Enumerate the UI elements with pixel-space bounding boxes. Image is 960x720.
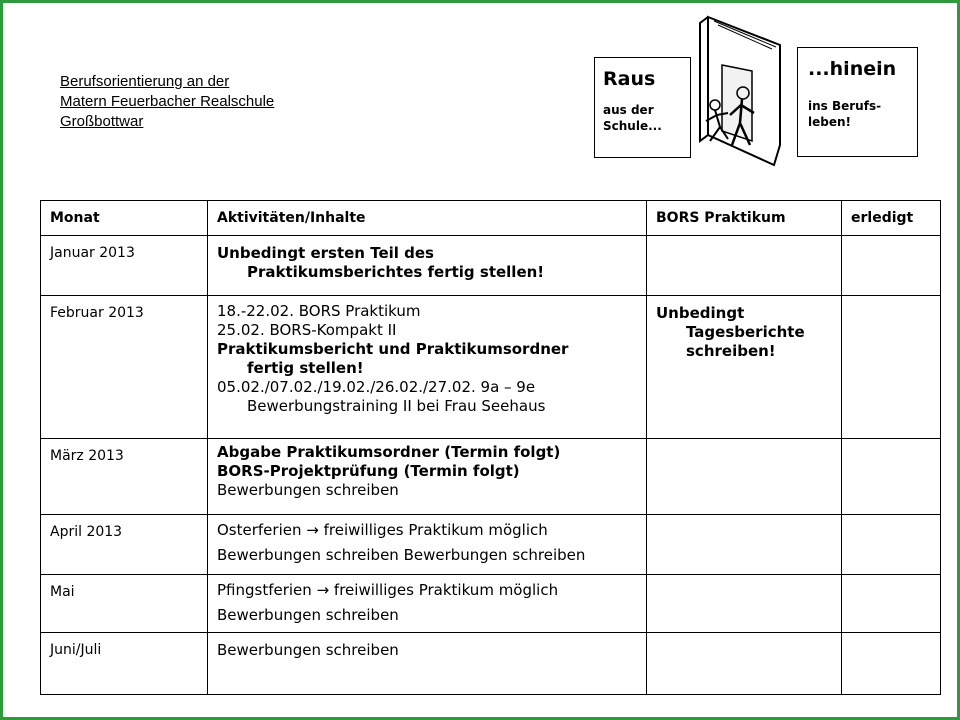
erledigt-cell[interactable] [842,633,941,695]
erledigt-cell[interactable] [842,439,941,515]
erledigt-cell[interactable] [842,296,941,439]
raus-title: Raus [603,68,656,90]
school-line-1: Berufsorientierung an der [60,73,230,90]
table-header-row [41,201,941,236]
month-cell: Februar 2013 [41,296,208,439]
school-line-3: Großbottwar [60,113,144,130]
activities-cell: 18.-22.02. BORS Praktikum 25.02. BORS-Kompakt II Praktikumsbericht und Praktikumsordner fertig stellen! 05.02./07.02./19.02./26.02./27.02. 9a – 9e Bewerbungstraining II bei Frau Seehaus [208,296,647,439]
raus-subtitle: aus der Schule... [603,103,662,133]
month-cell: März 2013 [41,439,208,515]
bors-cell [647,575,842,633]
header-monat: Monat [41,201,208,236]
raus-badge [594,57,691,158]
month-cell: April 2013 [41,515,208,575]
table-row [41,296,941,439]
arrow-right-icon: → [306,521,319,539]
school-title [60,72,274,132]
activities-cell: Abgabe Praktikumsordner (Termin folgt) BORS-Projektprüfung (Termin folgt) Bewerbungen schreiben [208,439,647,515]
hinein-title: ...hinein [808,58,897,80]
bors-cell [647,515,842,575]
month-cell: Januar 2013 [41,236,208,296]
table-row [41,633,941,695]
schedule-table [40,200,941,695]
bors-cell: Unbedingt Tagesberichte schreiben! [647,296,842,439]
bors-cell [647,439,842,515]
activities-cell: Osterferien → freiwilliges Praktikum möglich Bewerbungen schreiben Bewerbungen schreiben [208,515,647,575]
school-line-2: Matern Feuerbacher Realschule [60,93,275,110]
activities-cell: Bewerbungen schreiben [208,633,647,695]
erledigt-cell[interactable] [842,575,941,633]
holiday-text: Osterferien → freiwilliges Praktikum möglich [217,521,548,539]
hinein-subtitle: ins Berufs- leben! [808,99,882,129]
hinein-badge [797,47,918,157]
table-row [41,439,941,515]
month-cell: Juni/Juli [41,633,208,695]
activities-cell: Pfingstferien → freiwilliges Praktikum möglich Bewerbungen schreiben [208,575,647,633]
table-row [41,236,941,296]
month-cell: Mai [41,575,208,633]
erledigt-cell[interactable] [842,236,941,296]
book-door-figures-icon [680,5,804,170]
erledigt-cell[interactable] [842,515,941,575]
table-row [41,515,941,575]
activities-cell: Unbedingt ersten Teil des Praktikumsberichtes fertig stellen! [208,236,647,296]
header-aktivitaeten: Aktivitäten/Inhalte [208,201,647,236]
header-erledigt: erledigt [842,201,941,236]
header-bors: BORS Praktikum [647,201,842,236]
bors-cell [647,236,842,296]
table-row [41,575,941,633]
bors-cell [647,633,842,695]
arrow-right-icon: → [316,581,330,599]
